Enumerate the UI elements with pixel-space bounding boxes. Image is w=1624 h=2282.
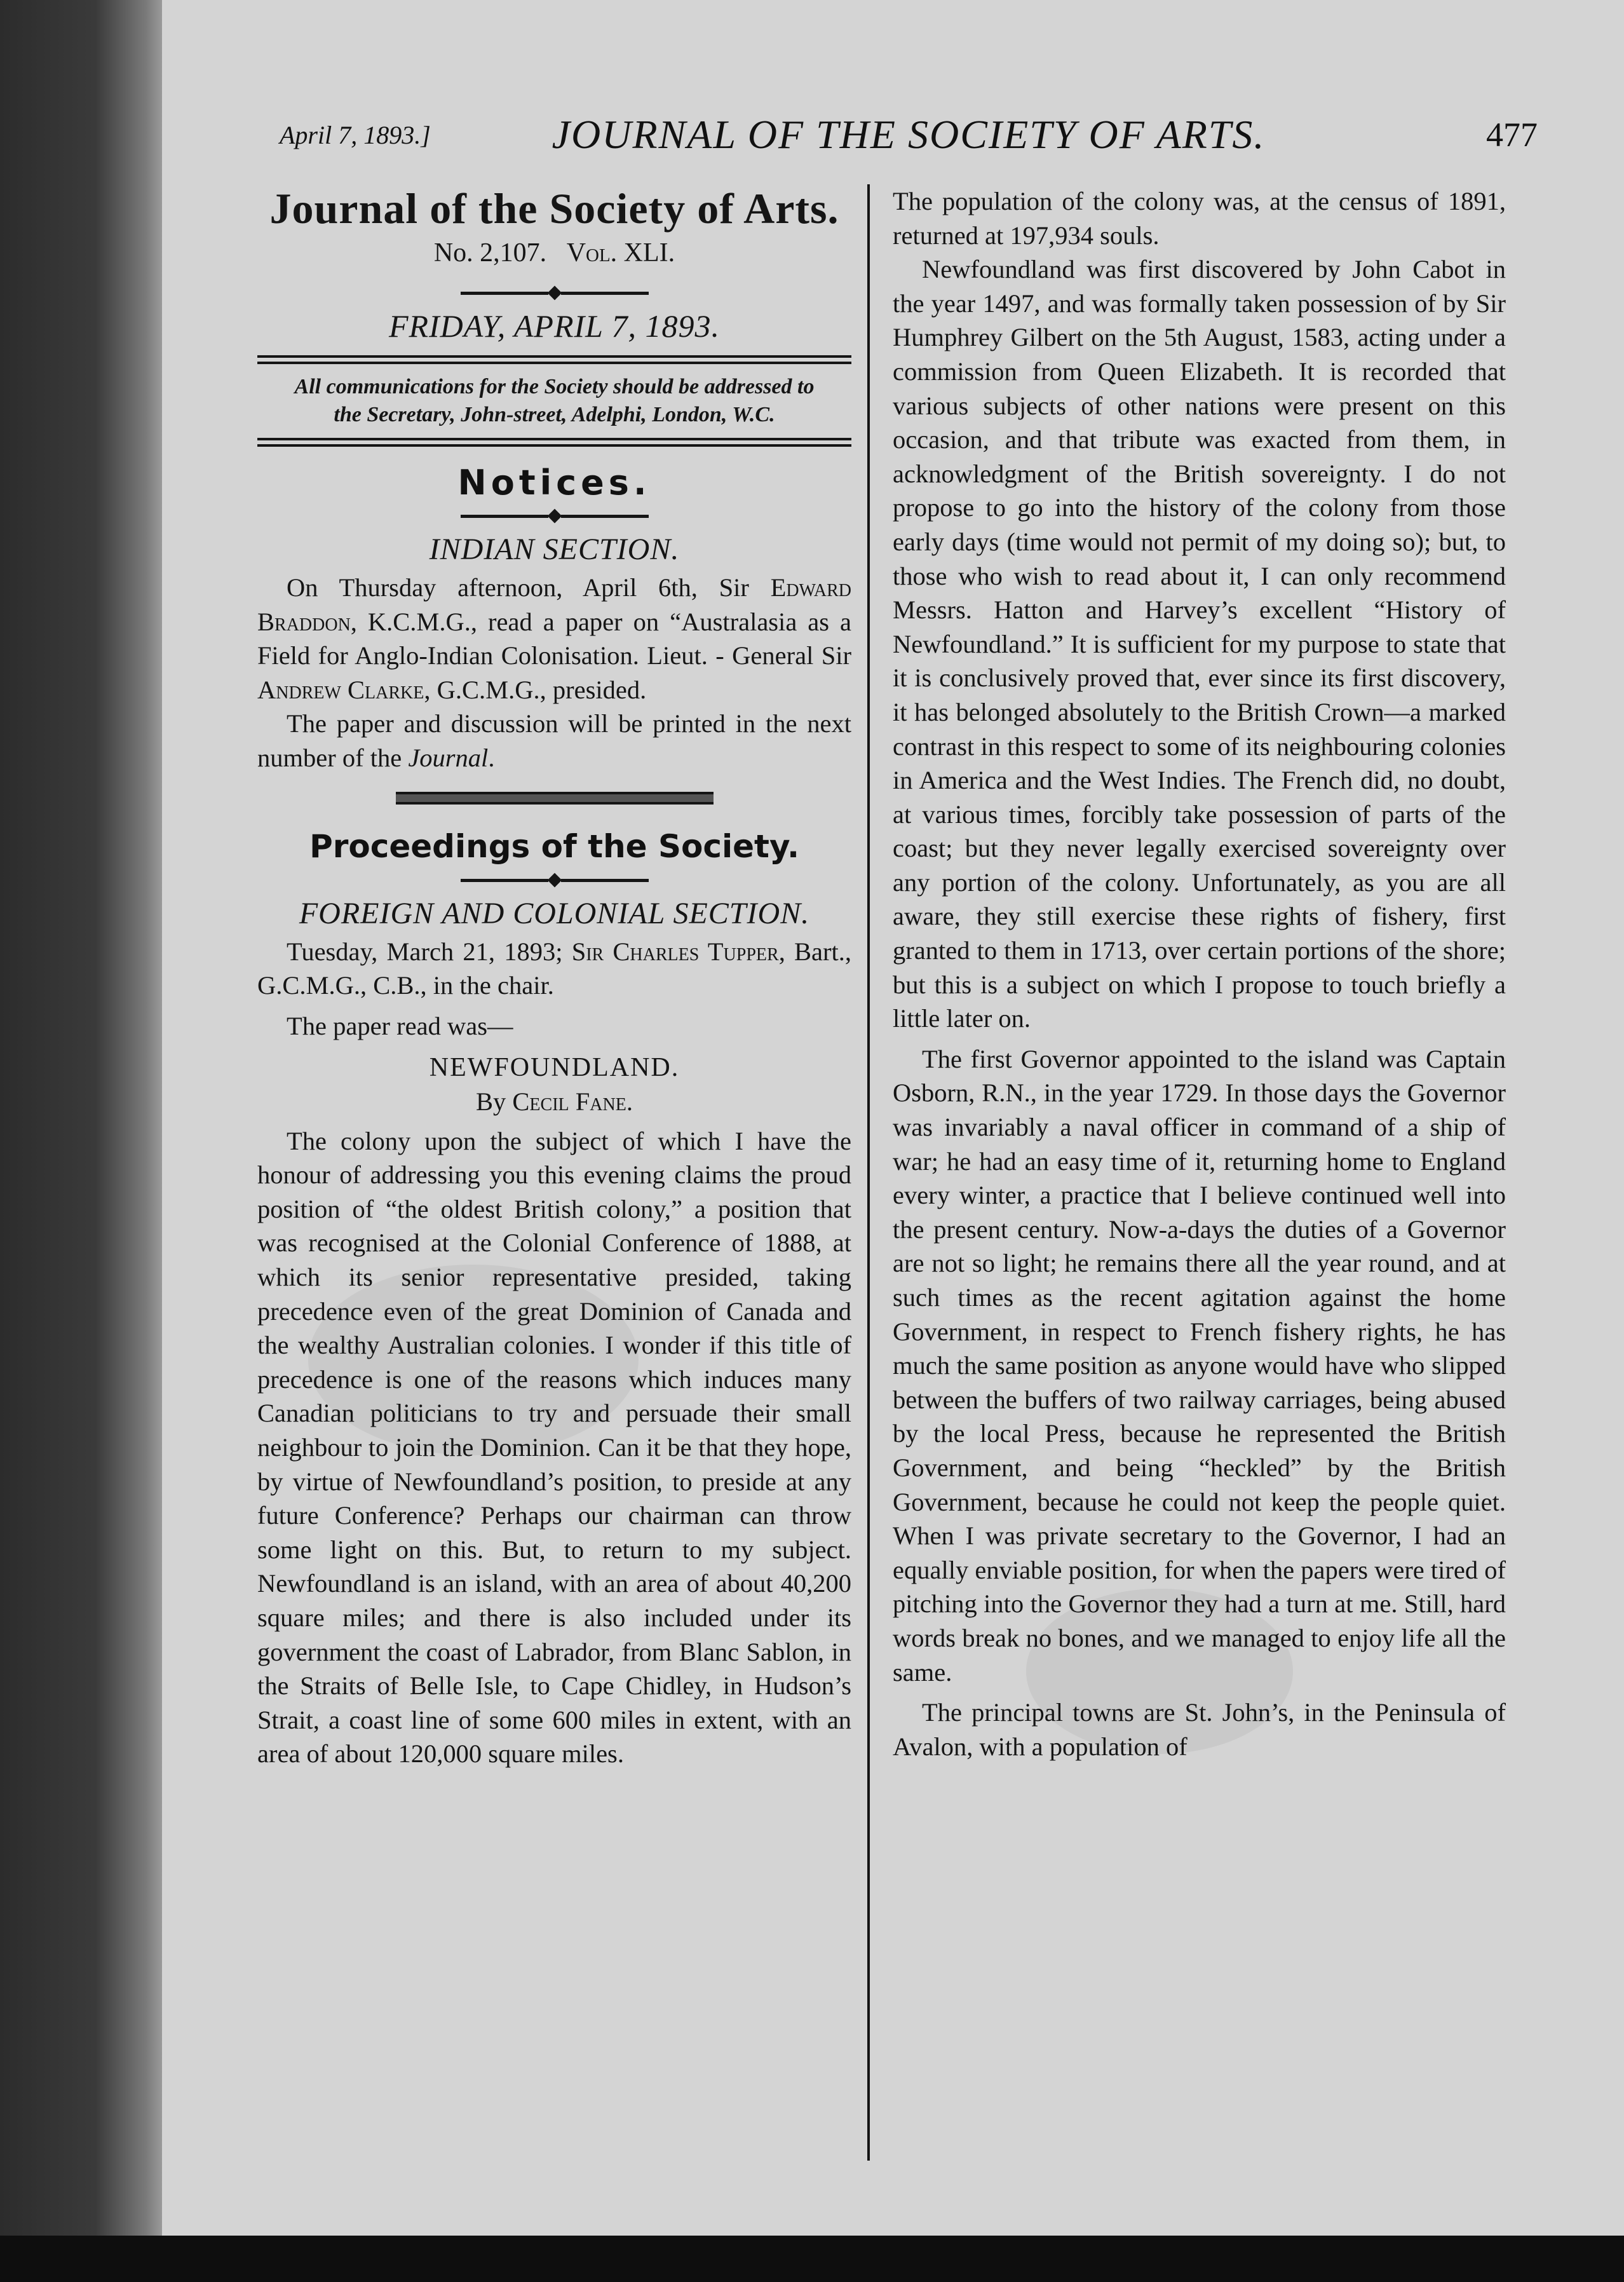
- notices-heading: Notices.: [457, 462, 651, 503]
- ornament-rule: [257, 510, 851, 522]
- journal-reference: Journal: [408, 743, 489, 772]
- body-paragraph: The population of the colony was, at the census of 1891, returned at 197,934 souls.: [893, 187, 1506, 250]
- paper-read-line: The paper read was—: [287, 1011, 513, 1040]
- running-head-date: April 7, 1893.]: [280, 121, 431, 149]
- page-number: 477: [1486, 116, 1538, 154]
- communications-line-2: the Secretary, John-street, Adelphi, London, W.C.: [334, 402, 775, 426]
- chair-name: Sir Charles Tupper: [571, 937, 779, 966]
- meeting-details: Tuesday, March 21, 1893; Sir Charles Tupper, Bart., G.C.M.G., C.B., in the chair.: [257, 937, 851, 1000]
- notice-paragraph: On Thursday afternoon, April 6th, Sir Edward Braddon, K.C.M.G., read a paper on “Australasia as a Field for Anglo-Indian Colonisation. Lieut. - General Sir Andrew Clarke, G.C.M.G., presided.: [257, 573, 851, 704]
- issue-date: FRIDAY, APRIL 7, 1893.: [388, 308, 721, 344]
- ornament-rule: [257, 287, 851, 299]
- person-name: Edward Braddon: [257, 573, 851, 636]
- scan-bottom-edge: [0, 2236, 1624, 2282]
- issue-meta: [257, 236, 851, 271]
- body-paragraph: The colony upon the subject of which I have the honour of addressing you this evening claims the proud position of “the oldest British colony,” a position that was recognised at the Colonial Conference of 1888, at which its senior representative presided, taking precedence even of the great Dominion of Canada and the wealthy Australian colonies. I wonder if this title of precedence is one of the reasons which induces many Canadian politicians to try and persuade their small neighbour to join the Dominion. Can it be that they hope, by virtue of Newfoundland’s position, to preside at any future Conference? Perhaps our chairman can throw some light on this. But, to return to my subject. Newfoundland is an island, with an area of about 40,200 square miles; and there is also included under its government the coast of Labrador, from Blanc Sablon, in the Straits of Belle Isle, to Cape Chidley, in Hudson’s Strait, a coast line of some 600 miles in extent, with an area of about 120,000 square miles.: [257, 1126, 851, 1769]
- volume-number: Vol. XLI.: [566, 238, 675, 268]
- issue-number: No. 2,107.: [433, 238, 547, 268]
- double-rule: [257, 438, 851, 447]
- book-binding-shadow: [0, 0, 162, 2236]
- ornament-rule: [257, 874, 851, 886]
- right-column: [893, 184, 1506, 1763]
- running-head-title: JOURNAL OF THE SOCIETY OF ARTS.: [551, 112, 1266, 157]
- communications-line-1: All communications for the Society should be addressed to: [294, 374, 815, 398]
- paper-title: NEWFOUNDLAND.: [429, 1052, 680, 1082]
- author-name: Cecil Fane: [512, 1087, 626, 1117]
- indian-section-heading: INDIAN SECTION.: [429, 533, 680, 567]
- byline: By Cecil Fane.: [476, 1087, 633, 1117]
- left-column: [257, 184, 851, 1771]
- body-paragraph: The principal towns are St. John’s, in the Peninsula of Avalon, with a population of: [893, 1698, 1506, 1761]
- heavy-rule: [396, 792, 714, 805]
- journal-page: [162, 0, 1624, 2236]
- masthead-title: Journal of the Society of Arts.: [269, 184, 839, 233]
- running-head: [280, 111, 1538, 168]
- notice-paragraph: The paper and discussion will be printed in the next number of the Journal.: [257, 709, 851, 772]
- column-rule: [867, 184, 870, 2161]
- communications-notice: [257, 373, 851, 429]
- foreign-colonial-section-heading: FOREIGN AND COLONIAL SECTION.: [299, 897, 810, 931]
- person-name: Andrew Clarke: [257, 675, 424, 704]
- proceedings-heading: Proceedings of the Society.: [309, 827, 799, 865]
- body-paragraph: The first Governor appointed to the island was Captain Osborn, R.N., in the year 1729. In those days the Governor was invariably a naval officer in command of a ship of war; he had an easy time of it, returning home to England every winter, a practice that I believe continued well into the present century. Now-a-days the duties of a Governor are not so light; he remains there all the year round, and at such times as the recent agitation against the home Government, in respect to French fishery rights, he has much the same position as anyone would have who slipped between the buffers of two railway carriages, being abused by the local Press, because he represented the British Government, and being “heckled” by the British Government, because he could not keep the people quiet. When I was private secretary to the Governor, I had an equally enviable position, for when the papers were tired of pitching into the Governor they had a turn at me. Still, hard words break no bones, and we managed to enjoy life all the same.: [893, 1044, 1506, 1687]
- body-paragraph: Newfoundland was first discovered by John Cabot in the year 1497, and was formally taken possession of by Sir Humphrey Gilbert on the 5th August, 1583, acting under a commission from Queen Elizabeth. It is recorded that various subjects of other nations were present on this occasion, and that tribute was exacted from them, in acknowledgment of the British sovereignty. I do not propose to go into the history of the colony from those early days (time would not permit of my doing so); but, to those who wish to read about it, I can only recommend Messrs. Hatton and Harvey’s excellent “History of Newfoundland.” It is sufficient for my purpose to state that it is conclusively proved that, ever since its first discovery, it has belonged absolutely to the British Crown—a marked contrast in this respect to some of its neighbouring colonies in America and the West Indies. The French did, no doubt, at various times, forcibly take possession of parts of the coast; but they never legally exercised sovereignty over any portion of the colony. Unfortunately, as you are all aware, they still exercise these rights of fishery, first granted to them in 1713, over certain portions of the shore; but this is a subject on which I propose to touch briefly a little later on.: [893, 255, 1506, 1033]
- double-rule: [257, 355, 851, 364]
